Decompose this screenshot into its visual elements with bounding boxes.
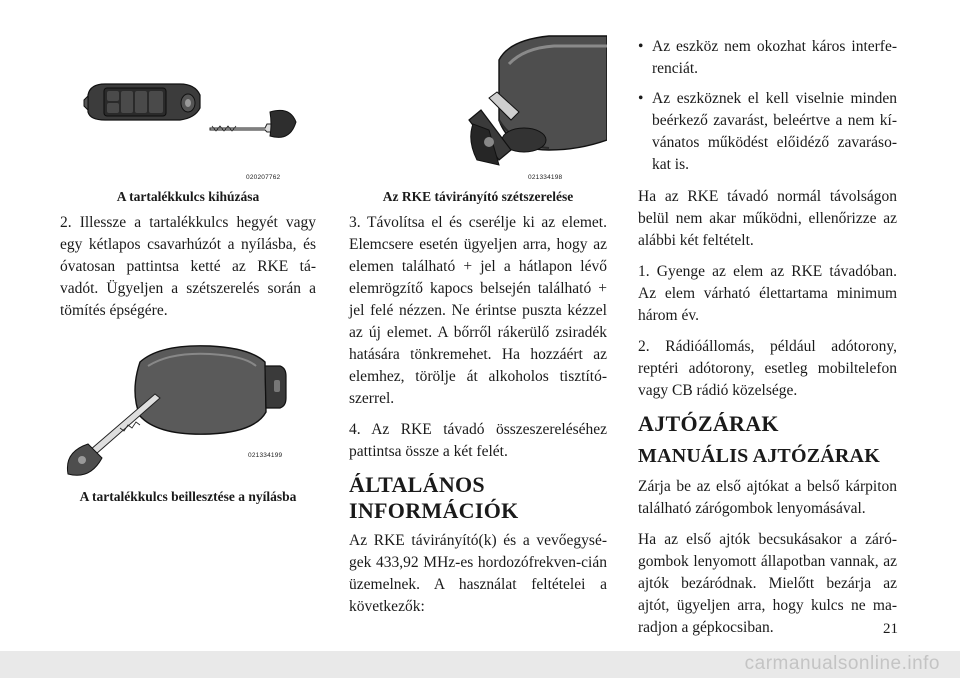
figure-caption: A tartalékkulcs kihúzása xyxy=(116,189,260,204)
figure-caption: A tartalékkulcs beillesztése a nyílásba xyxy=(79,489,297,504)
rke-fob-disassembly-illustration xyxy=(349,0,607,183)
figure-spare-key-insert xyxy=(60,332,316,477)
list-item: • Az eszköz nem okozhat káros interfe-renciát. xyxy=(638,36,897,80)
key-fob-with-spare-key-illustration xyxy=(60,0,316,183)
paragraph-lock-1: Zárja be az első ajtókat a belső kárpiton található zárógombok lenyomásával. xyxy=(638,478,897,517)
paragraph-step-2: 2. Illessze a tartalékkulcs hegyét vagy egy kétlapos csavarhúzót a nyílásba, és óvatosan pattintsa ketté az RKE tá-vadót. Ügyeljen a szétszerelés során a tömítés épségére. xyxy=(60,214,316,319)
figure-spare-key-removal xyxy=(60,0,316,183)
figure-rke-disassembly xyxy=(349,0,607,183)
paragraph-lock-2: Ha az első ajtók becsukásakor a záró-gombok lenyomott állapotban vannak, az ajtók bezáródnak. Mielőtt bezárja az ajtót, ügyeljen arra, hogy kulcs ne ma-radjon a gépkocsiban. xyxy=(638,531,897,636)
heading-line-1: ÁLTALÁNOS xyxy=(349,472,485,497)
watermark-bar xyxy=(0,651,960,678)
paragraph-step-4: 4. Az RKE távadó összeszereléséhez pattintsa össze a két felét. xyxy=(349,421,607,460)
figure-id: 021334198 xyxy=(528,174,563,181)
section-heading-general-info xyxy=(349,472,607,524)
paragraph-item-1: 1. Gyenge az elem az RKE távadóban. Az elem várható élettartama minimum három év. xyxy=(638,263,897,324)
paragraph-step-3: 3. Távolítsa el és cserélje ki az elemet. Elemcsere esetén ügyeljen arra, hogy az elemen található + jel a hátlapon lévő elemrögzítő kapocs belsején található + jel felé nézzen. Ne érintse puszta kézzel az új elemet. A bőrről rákerülő zsiradék hatására tönkremehet. Ha hozzáért az elemhez, törölje át alkoholos tisztító-szerrel. xyxy=(349,214,607,407)
page-number: 21 xyxy=(883,621,898,637)
figure-caption: Az RKE távirányító szétszerelése xyxy=(382,189,574,204)
list-item: • Az eszköznek el kell viselnie minden beérkező zavarást, beleértve a nem kí-vánatos működést előidéző zavaráso-kat is. xyxy=(638,88,897,176)
subsection-heading-manual-locks: MANUÁLIS AJTÓZÁRAK xyxy=(638,445,880,467)
heading-line-2: INFORMÁCIÓK xyxy=(349,498,519,523)
column-left xyxy=(60,0,316,505)
conditions-list xyxy=(638,36,897,176)
figure-id: 021334199 xyxy=(248,452,283,459)
column-right xyxy=(638,36,897,648)
watermark-text: carmanualsonline.info xyxy=(744,653,940,674)
paragraph-range-check: Ha az RKE távadó normál távolságon belül nem akar működni, ellenőrizze az alábbi két feltételt. xyxy=(638,188,897,249)
paragraph-frequency: Az RKE távirányító(k) és a vevőegysé-gek 433,92 MHz-es hordozófrekven-cián üzemelnek. A használat feltételei a következők: xyxy=(349,532,607,615)
column-middle xyxy=(349,0,607,627)
figure-id: 020207762 xyxy=(246,174,281,181)
section-heading-door-locks: AJTÓZÁRAK xyxy=(638,411,779,436)
paragraph-item-2: 2. Rádióállomás, például adótorony, reptéri adótorony, esetleg mobiltelefon vagy CB rádió közelsége. xyxy=(638,338,897,399)
